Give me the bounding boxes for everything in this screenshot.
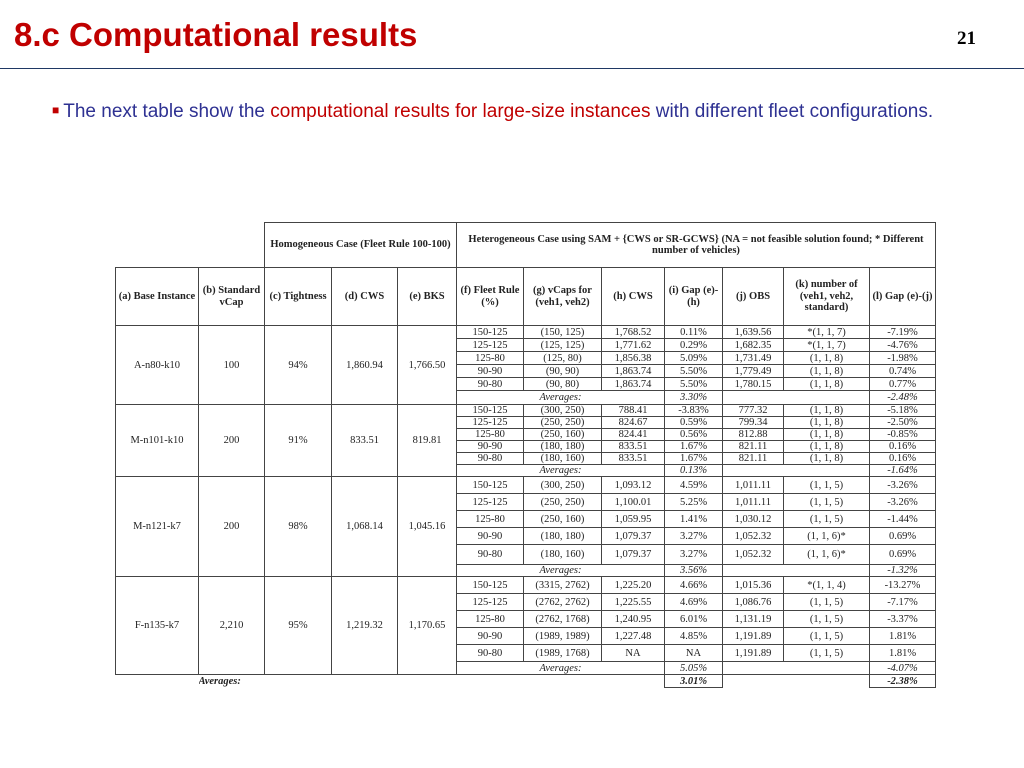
bks-cell: 819.81 (398, 405, 457, 477)
gap-l-cell: -1.44% (870, 511, 936, 528)
fleet-rule-cell: 125-125 (457, 494, 524, 511)
gap-i-cell: 6.01% (665, 611, 723, 628)
het-cws-cell: 1,100.01 (602, 494, 665, 511)
het-cws-cell: 1,856.38 (602, 352, 665, 365)
gap-l-cell: -5.18% (870, 405, 936, 417)
instance-name-cell: A-n80-k10 (116, 326, 199, 405)
column-header: (b) Standard vCap (199, 268, 265, 326)
table-row (116, 477, 936, 494)
gap-l-cell: -7.17% (870, 594, 936, 611)
standard-vcap-cell: 200 (199, 477, 265, 577)
instance-name-cell: M-n101-k10 (116, 405, 199, 477)
het-cws-cell: 1,079.37 (602, 528, 665, 545)
gap-i-cell: 5.25% (665, 494, 723, 511)
fleet-rule-cell: 90-80 (457, 378, 524, 391)
column-header: (i) Gap (e)-(h) (665, 268, 723, 326)
vcaps-cell: (150, 125) (524, 326, 602, 339)
gap-i-cell: 0.56% (665, 429, 723, 441)
tightness-cell: 95% (265, 577, 332, 675)
gap-i-cell: 3.27% (665, 545, 723, 565)
bullet-text-part3: with different fleet configurations. (655, 101, 934, 122)
bks-cell: 1,170.65 (398, 577, 457, 675)
fleet-rule-cell: 90-90 (457, 528, 524, 545)
fleet-rule-cell: 90-80 (457, 453, 524, 465)
vehicles-cell: (1, 1, 5) (784, 494, 870, 511)
overall-gap-i-cell: 3.01% (665, 675, 723, 688)
het-cws-cell: 824.67 (602, 417, 665, 429)
column-header: (g) vCaps for (veh1, veh2) (524, 268, 602, 326)
obs-cell: 1,030.12 (723, 511, 784, 528)
avg-gap-i-cell: 5.05% (665, 662, 723, 675)
gap-l-cell: -2.50% (870, 417, 936, 429)
header-heterogeneous-case: Heterogeneous Case using SAM + {CWS or SR-GCWS} (NA = not feasible solution found; * Different number of vehicles) (457, 223, 936, 268)
obs-cell: 1,682.35 (723, 339, 784, 352)
bullet-highlight-large-size: for large-size instances (449, 101, 656, 122)
fleet-rule-cell: 125-80 (457, 352, 524, 365)
page-number: 21 (957, 28, 976, 49)
foot-spacer (723, 675, 870, 688)
obs-cell: 799.34 (723, 417, 784, 429)
slide-title: 8.c Computational results (14, 16, 418, 53)
vcaps-cell: (180, 180) (524, 528, 602, 545)
obs-cell: 1,779.49 (723, 365, 784, 378)
column-header: (h) CWS (602, 268, 665, 326)
bullet-paragraph (52, 95, 958, 127)
gap-i-cell: 1.67% (665, 453, 723, 465)
obs-cell: 1,086.76 (723, 594, 784, 611)
gap-i-cell: 5.50% (665, 378, 723, 391)
overall-averages-row (116, 675, 936, 688)
het-cws-cell: 1,863.74 (602, 378, 665, 391)
gap-l-cell: -3.37% (870, 611, 936, 628)
column-header: (c) Tightness (265, 268, 332, 326)
het-cws-cell: 1,059.95 (602, 511, 665, 528)
het-cws-cell: 833.51 (602, 441, 665, 453)
vehicles-cell: (1, 1, 8) (784, 352, 870, 365)
fleet-rule-cell: 125-80 (457, 511, 524, 528)
het-cws-cell: 1,768.52 (602, 326, 665, 339)
standard-vcap-cell: 2,210 (199, 577, 265, 675)
het-cws-cell: 1,079.37 (602, 545, 665, 565)
vehicles-cell: (1, 1, 8) (784, 378, 870, 391)
vehicles-cell: (1, 1, 5) (784, 477, 870, 494)
obs-cell: 821.11 (723, 453, 784, 465)
gap-l-cell: -4.76% (870, 339, 936, 352)
bks-cell: 1,045.16 (398, 477, 457, 577)
standard-vcap-cell: 100 (199, 326, 265, 405)
vcaps-cell: (180, 180) (524, 441, 602, 453)
gap-i-cell: 0.59% (665, 417, 723, 429)
vehicles-cell: (1, 1, 5) (784, 594, 870, 611)
gap-i-cell: 4.85% (665, 628, 723, 645)
title-divider (0, 68, 1024, 69)
vcaps-cell: (250, 250) (524, 494, 602, 511)
het-cws-cell: 1,771.62 (602, 339, 665, 352)
gap-l-cell: 0.69% (870, 545, 936, 565)
het-cws-cell: 1,225.20 (602, 577, 665, 594)
fleet-rule-cell: 90-90 (457, 365, 524, 378)
avg-gap-l-cell: -1.64% (870, 465, 936, 477)
gap-i-cell: 4.66% (665, 577, 723, 594)
results-table (115, 222, 936, 688)
fleet-rule-cell: 125-125 (457, 339, 524, 352)
gap-i-cell: NA (665, 645, 723, 662)
vehicles-cell: (1, 1, 5) (784, 611, 870, 628)
column-header: (f) Fleet Rule (%) (457, 268, 524, 326)
column-header: (d) CWS (332, 268, 398, 326)
gap-i-cell: 4.69% (665, 594, 723, 611)
instance-name-cell: F-n135-k7 (116, 577, 199, 675)
gap-l-cell: -1.98% (870, 352, 936, 365)
column-header: (a) Base Instance (116, 268, 199, 326)
overall-gap-l-cell: -2.38% (870, 675, 936, 688)
obs-cell: 1,780.15 (723, 378, 784, 391)
obs-cell: 1,052.32 (723, 545, 784, 565)
het-cws-cell: 1,093.12 (602, 477, 665, 494)
vcaps-cell: (300, 250) (524, 477, 602, 494)
vcaps-cell: (180, 160) (524, 453, 602, 465)
obs-cell: 1,011.11 (723, 477, 784, 494)
gap-i-cell: 0.29% (665, 339, 723, 352)
column-header-row (116, 268, 936, 326)
het-cws-cell: 1,227.48 (602, 628, 665, 645)
column-header: (j) OBS (723, 268, 784, 326)
overall-averages-label: Averages: (198, 675, 241, 687)
gap-l-cell: -3.26% (870, 494, 936, 511)
vehicles-cell: (1, 1, 8) (784, 417, 870, 429)
avg-empty-cell (723, 565, 870, 577)
vcaps-cell: (1989, 1989) (524, 628, 602, 645)
results-body (116, 326, 936, 688)
vehicles-cell: *(1, 1, 7) (784, 339, 870, 352)
fleet-rule-cell: 125-125 (457, 594, 524, 611)
fleet-rule-cell: 150-125 (457, 405, 524, 417)
table-row (116, 577, 936, 594)
gap-i-cell: 3.27% (665, 528, 723, 545)
column-header: (k) number of (veh1, veh2, standard) (784, 268, 870, 326)
het-cws-cell: 1,225.55 (602, 594, 665, 611)
vehicles-cell: *(1, 1, 7) (784, 326, 870, 339)
column-header: (l) Gap (e)-(j) (870, 268, 936, 326)
avg-gap-i-cell: 3.30% (665, 391, 723, 405)
obs-cell: 1,731.49 (723, 352, 784, 365)
averages-label: Averages: (457, 391, 665, 405)
fleet-rule-cell: 125-125 (457, 417, 524, 429)
fleet-rule-cell: 90-90 (457, 628, 524, 645)
standard-vcap-cell: 200 (199, 405, 265, 477)
vcaps-cell: (125, 80) (524, 352, 602, 365)
avg-empty-cell (723, 662, 870, 675)
vehicles-cell: (1, 1, 6)* (784, 528, 870, 545)
vehicles-cell: (1, 1, 5) (784, 628, 870, 645)
obs-cell: 1,191.89 (723, 628, 784, 645)
het-cws-cell: 1,240.95 (602, 611, 665, 628)
gap-i-cell: 5.09% (665, 352, 723, 365)
table-row (116, 326, 936, 339)
avg-empty-cell (723, 465, 870, 477)
vcaps-cell: (1989, 1768) (524, 645, 602, 662)
header-blank (116, 223, 265, 268)
gap-l-cell: 0.16% (870, 453, 936, 465)
tightness-cell: 91% (265, 405, 332, 477)
bullet-text-part1: The next table show the (63, 101, 271, 122)
fleet-rule-cell: 150-125 (457, 577, 524, 594)
het-cws-cell: 1,863.74 (602, 365, 665, 378)
obs-cell: 1,052.32 (723, 528, 784, 545)
vehicles-cell: (1, 1, 8) (784, 405, 870, 417)
gap-l-cell: 0.77% (870, 378, 936, 391)
vcaps-cell: (3315, 2762) (524, 577, 602, 594)
homogeneous-cws-cell: 1,219.32 (332, 577, 398, 675)
vcaps-cell: (2762, 2762) (524, 594, 602, 611)
bks-cell: 1,766.50 (398, 326, 457, 405)
vehicles-cell: *(1, 1, 4) (784, 577, 870, 594)
obs-cell: 812.88 (723, 429, 784, 441)
fleet-rule-cell: 150-125 (457, 477, 524, 494)
averages-label: Averages: (457, 465, 665, 477)
homogeneous-cws-cell: 1,068.14 (332, 477, 398, 577)
gap-i-cell: 0.11% (665, 326, 723, 339)
fleet-rule-cell: 150-125 (457, 326, 524, 339)
gap-l-cell: 1.81% (870, 628, 936, 645)
header-homogeneous-case: Homogeneous Case (Fleet Rule 100-100) (265, 223, 457, 268)
tightness-cell: 94% (265, 326, 332, 405)
vcaps-cell: (90, 80) (524, 378, 602, 391)
vehicles-cell: (1, 1, 8) (784, 453, 870, 465)
gap-i-cell: -3.83% (665, 405, 723, 417)
avg-gap-i-cell: 3.56% (665, 565, 723, 577)
fleet-rule-cell: 90-80 (457, 545, 524, 565)
het-cws-cell: NA (602, 645, 665, 662)
foot-spacer (116, 675, 199, 688)
obs-cell: 1,015.36 (723, 577, 784, 594)
table-row (116, 405, 936, 417)
vcaps-cell: (250, 160) (524, 429, 602, 441)
foot-spacer (332, 675, 665, 688)
gap-l-cell: -0.85% (870, 429, 936, 441)
instance-name-cell: M-n121-k7 (116, 477, 199, 577)
gap-l-cell: -3.26% (870, 477, 936, 494)
vehicles-cell: (1, 1, 6)* (784, 545, 870, 565)
fleet-rule-cell: 90-90 (457, 441, 524, 453)
obs-cell: 777.32 (723, 405, 784, 417)
het-cws-cell: 833.51 (602, 453, 665, 465)
averages-label: Averages: (457, 565, 665, 577)
vehicles-cell: (1, 1, 8) (784, 429, 870, 441)
het-cws-cell: 824.41 (602, 429, 665, 441)
avg-gap-i-cell: 0.13% (665, 465, 723, 477)
avg-empty-cell (723, 391, 870, 405)
gap-l-cell: 0.69% (870, 528, 936, 545)
vehicles-cell: (1, 1, 8) (784, 441, 870, 453)
avg-gap-l-cell: -1.32% (870, 565, 936, 577)
obs-cell: 821.11 (723, 441, 784, 453)
column-header: (e) BKS (398, 268, 457, 326)
vcaps-cell: (300, 250) (524, 405, 602, 417)
tightness-cell: 98% (265, 477, 332, 577)
gap-l-cell: 1.81% (870, 645, 936, 662)
fleet-rule-cell: 125-80 (457, 611, 524, 628)
obs-cell: 1,131.19 (723, 611, 784, 628)
gap-i-cell: 4.59% (665, 477, 723, 494)
avg-gap-l-cell: -4.07% (870, 662, 936, 675)
vcaps-cell: (2762, 1768) (524, 611, 602, 628)
homogeneous-cws-cell: 833.51 (332, 405, 398, 477)
het-cws-cell: 788.41 (602, 405, 665, 417)
vcaps-cell: (180, 160) (524, 545, 602, 565)
obs-cell: 1,639.56 (723, 326, 784, 339)
averages-label: Averages: (457, 662, 665, 675)
gap-l-cell: 0.74% (870, 365, 936, 378)
vcaps-cell: (250, 250) (524, 417, 602, 429)
gap-l-cell: 0.16% (870, 441, 936, 453)
vcaps-cell: (250, 160) (524, 511, 602, 528)
gap-i-cell: 5.50% (665, 365, 723, 378)
vehicles-cell: (1, 1, 8) (784, 365, 870, 378)
gap-i-cell: 1.67% (665, 441, 723, 453)
square-bullet-icon: ■ (52, 103, 60, 117)
gap-i-cell: 1.41% (665, 511, 723, 528)
vehicles-cell: (1, 1, 5) (784, 511, 870, 528)
vcaps-cell: (90, 90) (524, 365, 602, 378)
bullet-highlight-computational-results: computational results (270, 101, 450, 122)
fleet-rule-cell: 90-80 (457, 645, 524, 662)
obs-cell: 1,011.11 (723, 494, 784, 511)
obs-cell: 1,191.89 (723, 645, 784, 662)
homogeneous-cws-cell: 1,860.94 (332, 326, 398, 405)
vcaps-cell: (125, 125) (524, 339, 602, 352)
vehicles-cell: (1, 1, 5) (784, 645, 870, 662)
gap-l-cell: -7.19% (870, 326, 936, 339)
avg-gap-l-cell: -2.48% (870, 391, 936, 405)
gap-l-cell: -13.27% (870, 577, 936, 594)
fleet-rule-cell: 125-80 (457, 429, 524, 441)
